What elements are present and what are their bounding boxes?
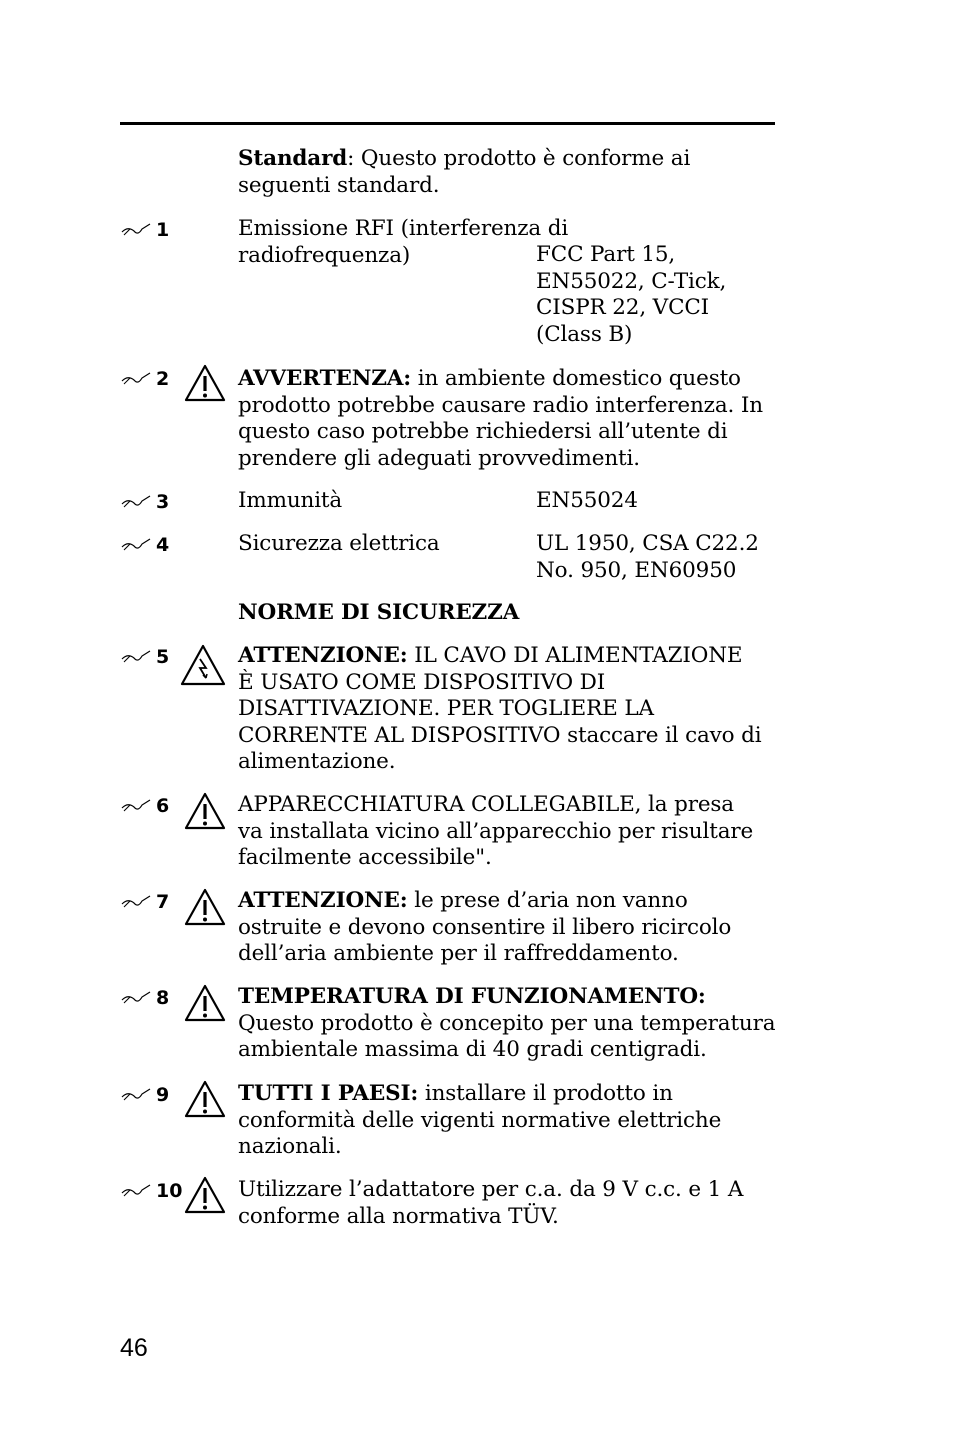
item-number-4	[120, 534, 169, 556]
standard-value: (Class B)	[536, 321, 633, 347]
item-number-label: 5	[156, 646, 170, 668]
pencil-check-icon	[120, 990, 152, 1006]
section-heading: NORME DI SICUREZZA	[238, 600, 520, 625]
item-2-text	[238, 366, 763, 472]
item-4-standards	[536, 531, 759, 584]
text-line: IL CAVO DI ALIMENTAZIONE	[407, 643, 743, 668]
pencil-check-icon	[120, 1183, 152, 1199]
text-line: va installata vicino all’apparecchio per risultare	[238, 818, 754, 844]
text-line: le prese d’aria non vanno	[407, 888, 688, 913]
item-number-label: 3	[156, 491, 170, 513]
item-number-label: 9	[156, 1084, 170, 1106]
item-7-text	[238, 888, 731, 968]
text-line: prendere gli adeguati provvedimenti.	[238, 445, 640, 471]
text-line: Utilizzare l’adattatore per c.a. da 9 V c.c. e 1 A	[238, 1177, 744, 1202]
item-number-label: 2	[156, 368, 170, 390]
item-number-8	[120, 987, 169, 1009]
text-line: prodotto potrebbe causare radio interferenza. In	[238, 392, 763, 418]
text-line: Sicurezza elettrica	[238, 531, 440, 556]
text-line: È USATO COME DISPOSITIVO DI	[238, 669, 606, 695]
standard-label: Standard	[238, 146, 348, 171]
item-1-text	[238, 216, 568, 269]
standard-value: No. 950, EN60950	[536, 557, 737, 583]
item-4-text	[238, 531, 440, 558]
text-line: facilmente accessibile".	[238, 845, 492, 870]
warning-triangle-icon	[184, 984, 226, 1022]
warning-triangle-icon	[184, 888, 226, 926]
item-number-label: 7	[156, 891, 170, 913]
text-line: Emissione RFI (interferenza di	[238, 216, 569, 241]
standard-value: UL 1950, CSA C22.2	[536, 531, 759, 556]
warning-label: TEMPERATURA DI FUNZIONAMENTO:	[238, 984, 706, 1009]
pencil-check-icon	[120, 1087, 152, 1103]
text-line: ostruite e devono consentire il libero ricircolo	[238, 914, 732, 940]
item-number-label: 8	[156, 987, 170, 1009]
pencil-check-icon	[120, 537, 152, 553]
electric-shock-icon	[180, 644, 226, 686]
standard-value: CISPR 22, VCCI	[536, 295, 710, 320]
pencil-check-icon	[120, 494, 152, 510]
item-number-2	[120, 368, 169, 390]
item-number-label: 6	[156, 795, 170, 817]
standard-line2: seguenti standard.	[238, 172, 440, 198]
item-number-5	[120, 646, 169, 668]
text-line: nazionali.	[238, 1134, 342, 1159]
text-line: APPARECCHIATURA COLLEGABILE, la presa	[238, 792, 734, 817]
item-3-text	[238, 488, 342, 515]
standard-value: EN55022, C-Tick,	[536, 268, 727, 294]
warning-triangle-icon	[184, 1176, 226, 1214]
text-line: dell’aria ambiente per il raffreddamento.	[238, 941, 679, 966]
warning-label: ATTENZIONE:	[238, 888, 408, 913]
item-9-text	[238, 1081, 721, 1161]
text-line: conformità delle vigenti normative elettriche	[238, 1107, 722, 1133]
standard-value: FCC Part 15,	[536, 242, 676, 267]
text-line: alimentazione.	[238, 749, 396, 774]
text-line: radiofrequenza)	[238, 242, 411, 268]
item-number-6	[120, 795, 169, 817]
text-line: installare il prodotto in	[418, 1081, 673, 1106]
item-3-standards	[536, 488, 638, 515]
pencil-check-icon	[120, 649, 152, 665]
warning-label: ATTENZIONE:	[238, 643, 408, 668]
text-line: Questo prodotto è concepito per una temperatura	[238, 1010, 776, 1036]
standard-text: : Questo prodotto è conforme ai	[347, 146, 691, 171]
warning-label: TUTTI I PAESI:	[238, 1081, 419, 1106]
text-line: questo caso potrebbe richiedersi all’utente di	[238, 419, 728, 444]
item-6-text	[238, 792, 753, 872]
text-line: Immunità	[238, 488, 343, 513]
pencil-check-icon	[120, 894, 152, 910]
standard-value: EN55024	[536, 488, 638, 513]
item-5-text	[238, 643, 761, 776]
item-number-7	[120, 891, 169, 913]
pencil-check-icon	[120, 371, 152, 387]
item-number-label: 4	[156, 534, 170, 556]
item-number-label: 10	[156, 1180, 183, 1202]
text-line: in ambiente domestico questo	[411, 366, 741, 391]
text-line: DISATTIVAZIONE. PER TOGLIERE LA	[238, 696, 654, 721]
pencil-check-icon	[120, 798, 152, 814]
text-line: ambientale massima di 40 gradi centigradi.	[238, 1037, 707, 1062]
warning-label: AVVERTENZA:	[238, 366, 412, 391]
standard-intro	[238, 146, 690, 199]
top-rule	[120, 122, 775, 125]
item-number-1	[120, 219, 169, 241]
item-number-10	[120, 1180, 182, 1202]
warning-triangle-icon	[184, 792, 226, 830]
item-number-9	[120, 1084, 169, 1106]
pencil-check-icon	[120, 222, 152, 238]
item-8-text	[238, 984, 775, 1064]
item-1-standards	[536, 242, 726, 348]
page-number: 46	[120, 1334, 148, 1362]
warning-triangle-icon	[184, 1080, 226, 1118]
item-number-3	[120, 491, 169, 513]
item-number-label: 1	[156, 219, 170, 241]
text-line: conforme alla normativa TÜV.	[238, 1203, 559, 1229]
item-10-text	[238, 1177, 743, 1230]
text-line: CORRENTE AL DISPOSITIVO staccare il cavo di	[238, 722, 762, 748]
warning-triangle-icon	[184, 364, 226, 402]
